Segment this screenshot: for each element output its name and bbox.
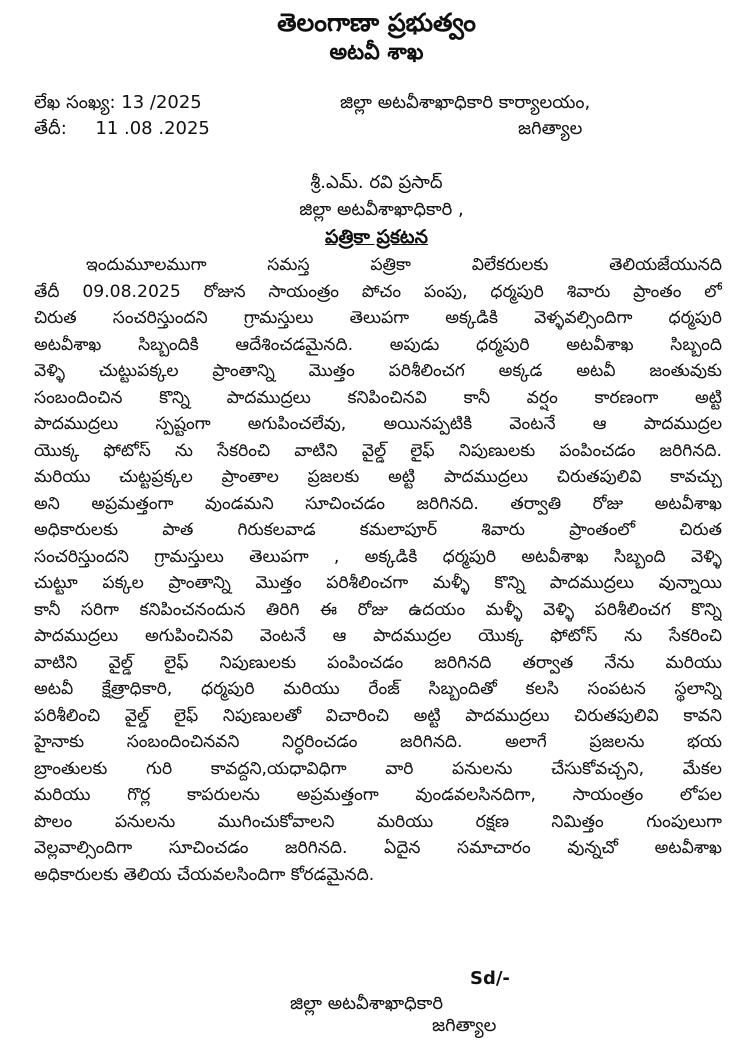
body-line: పొలం పనులను ముగించుకోవాలని మరియు రక్షణ నిమిత్తం గుంపులుగా: [34, 811, 722, 832]
body-line: మరియు గొర్ల కాపరులను అప్రమత్తంగా వుండవలసినదిగా, సాయంత్రం లోపల: [34, 785, 722, 805]
government-heading: తెలంగాణా ప్రభుత్వం: [277, 8, 476, 37]
press-release-body: [34, 252, 722, 888]
body-line: బ్రాంతులకు గురి కావద్దని,యధావిధిగా వారి పనులను చేసుకోవచ్చని, మేకల: [34, 758, 722, 779]
body-line: వాటిని వైల్డ్ లైఫ్ నిపుణులకు పంపించడం జరిగినది తర్వాత నేను మరియు: [34, 652, 722, 673]
office-place: జగిత్యాల: [518, 118, 583, 139]
body-line: మరియు చుట్టప్రక్కల ప్రాంతాల ప్రజలకు అట్టి పాదముద్రలు చిరుతపులివి కావచ్చు: [34, 467, 722, 487]
body-line: అటవీ క్షేత్రాధికారి, ధర్మపురి మరియు రేంజ్ సిబ్బందితో కలసి సంపటన స్థలాన్ని: [34, 679, 722, 699]
body-line: సంబందించిన కొన్ని పాదముద్రలు కనిపించినవి కానీ వర్షం కారణంగా అట్టి: [34, 387, 722, 408]
body-line: హైనాకు సంబందించినవని నిర్ధరించడం జరిగినది. అలాగే ప్రజలను భయ: [34, 732, 722, 752]
body-line: కానీ సరిగా కనిపించనందున తిరిగి ఈ రోజు ఉదయం మళ్ళీ వెళ్ళి పరిశీలించగ కొన్ని: [34, 599, 722, 620]
body-line: అధికారులకు తెలియ చేయవలసిందిగా కోరడమైనది.: [34, 864, 375, 885]
body-line: సంచరిస్తుందని గ్రామస్తులు తెలుపగా , అక్కడికి ధర్మపురి అటవీశాఖ సిబ్బంది వెళ్ళి: [34, 546, 722, 567]
body-line: పాదముద్రలు అగుపించినవి వెంటనే ఆ పాదముద్రల యొక్క ఫోటోస్ ను సేకరించి: [34, 626, 722, 646]
sender-designation: జిల్లా అటవీశాఖాధికారి ,: [299, 199, 464, 220]
sender-name: శ్రీ.ఎమ్. రవి ప్రసాద్: [310, 172, 443, 193]
body-line: పరిశీలించి వైల్డ్ లైఫ్ నిపుణులతో విచారించి అట్టి పాదముద్రలు చిరుతపులివి కావని: [34, 705, 722, 726]
body-line: చిరుత సంచరిస్తుందని గ్రామస్తులు తెలుపగా అక్కడికి వెళ్ళవల్సిందిగా ధర్మపురి: [34, 308, 722, 328]
department-heading: అటవీ శాఖ: [329, 40, 424, 65]
office-name: జిల్లా అటవీశాఖాధికారి కార్యాలయం,: [340, 92, 591, 113]
letter-number: లేఖ సంఖ్య: 13 /2025: [34, 92, 202, 113]
body-line: అని అప్రమత్తంగా వుండమని సూచించడం జరిగినది. తర్వాతి రోజు అటవీశాఖ: [34, 493, 722, 514]
signature-mark: Sd/-: [470, 968, 510, 989]
signature-designation: జిల్లా అటవీశాఖాధికారి: [290, 993, 444, 1014]
body-line: వెల్లవాల్సిందిగా సూచించడం జరిగినది. ఏదైన సమాచారం వున్నచో అటవీశాఖ: [34, 838, 722, 858]
letter-date: తేదీ: 11 .08 .2025: [34, 118, 210, 139]
body-line: ఇందుమూలముగా సమస్త పత్రికా విలేకరులకు తెలియజేయునది: [86, 255, 722, 275]
body-line: అధికారులకు పాత గిరుకలవాడ కమలాపూర్ శివారు ప్రాంతంలో చిరుత: [34, 520, 722, 540]
press-release-title: పత్రికా ప్రకటన: [325, 226, 428, 248]
signature-place: జగిత్యాల: [432, 1015, 497, 1036]
body-line: పాదముద్రలు స్పష్టంగా అగుపించలేవు, అయినప్పటికి వెంటనే ఆ పాదముద్రల: [34, 414, 722, 434]
body-line: అటవీశాఖ సిబ్బందికి ఆదేశించడమైనది. అపుడు ధర్మపురి అటవీశాఖ సిబ్బంది: [34, 334, 722, 355]
body-line: వెళ్ళి చుట్టుపక్కల ప్రాంతాన్ని మొత్తం పరిశీలించగ అక్కడ అటవీ జంతువుకు: [34, 361, 722, 381]
body-line: యొక్క ఫోటోస్ ను సేకరించి వాటిని వైల్డ్ లైఫ్ నిపుణులకు పంపించడం జరిగినది.: [34, 440, 722, 461]
body-line: చుట్టూ పక్కల ప్రాంతాన్ని మొత్తం పరిశీలించగా మళ్ళీ కొన్ని పాదముద్రలు వున్నాయి: [34, 573, 722, 593]
body-line: తేదీ 09.08.2025 రోజున సాయంత్రం పోచం పంపు, ధర్మపురి శివారు ప్రాంతం లో: [34, 281, 722, 302]
